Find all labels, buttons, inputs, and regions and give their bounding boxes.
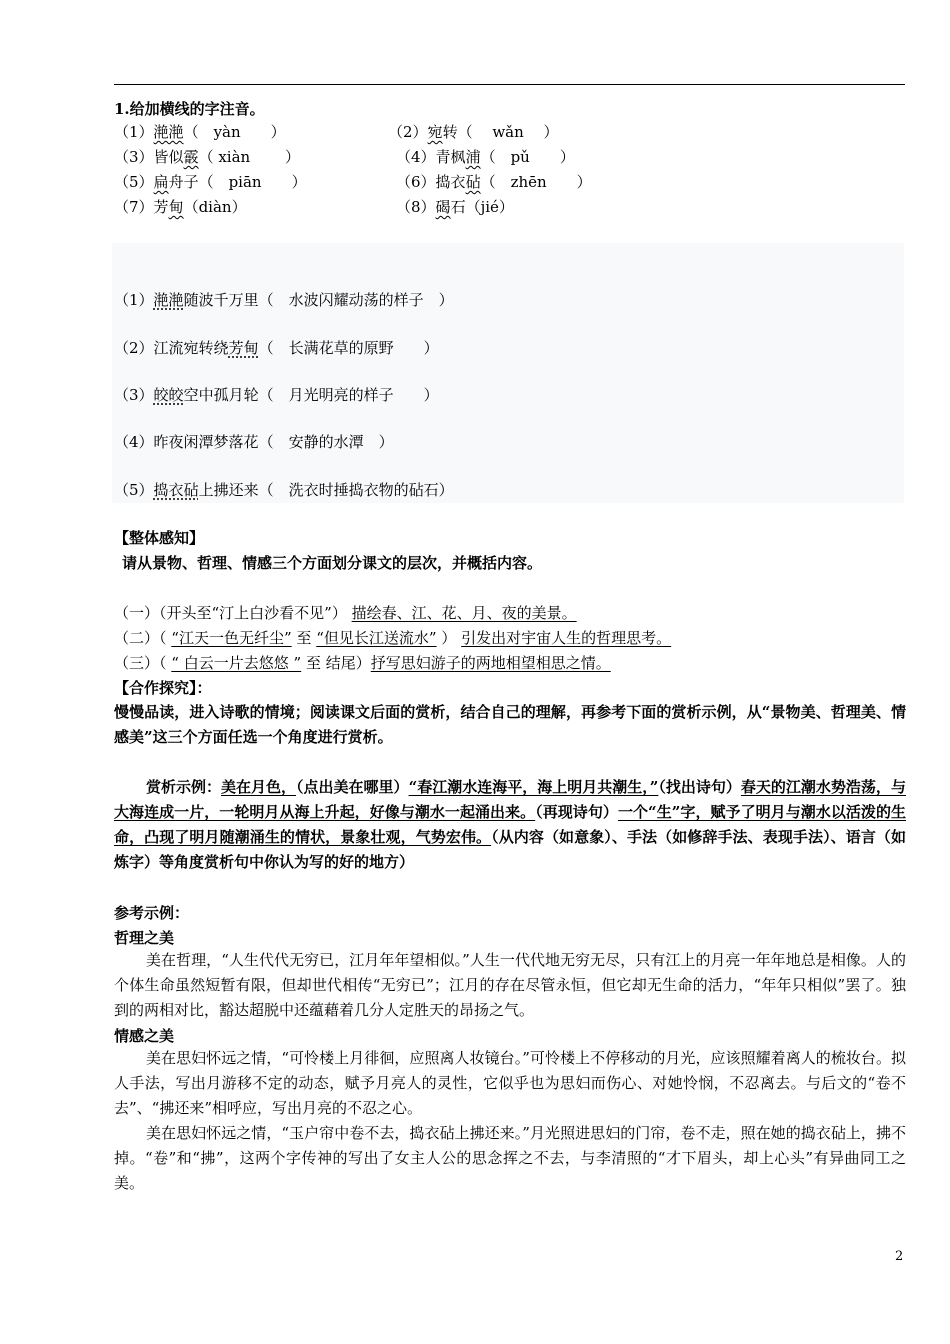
coop-example-part: （点出美在哪里） (296, 778, 409, 796)
overall-line-3-d: 抒写思妇游子的两地相望相思之情。 (370, 654, 611, 672)
q1-item-num: （6） (396, 173, 436, 191)
q1-item-word: 甸 (168, 198, 184, 216)
q1-item-7 (114, 197, 247, 217)
coop-example-part: 一个“生”字，赋予了明月与潮水以活泼的生命，凸现了明月随潮涌生的情状，景象壮观，气势宏伟。 (114, 803, 906, 846)
q1-item-word: 滟滟 (153, 123, 184, 141)
overall-line-3-c: 至 结尾） (305, 654, 371, 672)
q2-item-pre: 江流宛转绕 (153, 339, 229, 357)
overall-line-2-a: （二）（ (114, 629, 167, 647)
q2-item-dotted: 捣衣砧 (153, 481, 199, 499)
coop-heading: 【合作探究】： (114, 679, 212, 697)
coop-example-part: “春江潮水连海平，海上明月共潮生，” (408, 778, 659, 796)
coop-example-part: 美在月色， (221, 778, 297, 796)
q2-item-answer: （ 长满花草的原野 ） (258, 339, 439, 357)
overall-heading: 【整体感知】 (114, 529, 205, 547)
page-number: 2 (895, 1249, 904, 1264)
q2-item-3 (114, 385, 439, 405)
q1-item-word: 浦 (465, 148, 481, 166)
coop-example-part: （再现诗句） (535, 803, 618, 821)
q1-item-1 (114, 122, 286, 142)
q1-item-4 (396, 147, 575, 167)
q1-item-5 (114, 172, 307, 192)
ref-heading-emotion: 情感之美 (114, 1027, 175, 1045)
q1-item-3 (114, 147, 300, 167)
q2-item-answer: （ 安静的水潭 ） (258, 433, 394, 451)
q1-item-8 (396, 197, 514, 217)
q2-item-num: （4） (114, 433, 154, 451)
overall-line-3-a: （三）（ (114, 654, 167, 672)
overall-line-3-b: “ 白云一片去悠悠 ” (171, 654, 302, 672)
q2-item-num: （3） (114, 386, 154, 404)
overall-line-2-d: “但见长江送流水” (316, 629, 437, 647)
ref-heading-philosophy: 哲理之美 (114, 929, 175, 947)
q1-item-num: （1） (114, 123, 154, 141)
q1-item-2 (388, 122, 559, 142)
q1-item-answer: （ yàn ） (183, 123, 286, 141)
q1-item-answer: （jié） (465, 198, 514, 216)
q1-title: 1.给加横线的字注音。 (114, 100, 265, 118)
q2-item-num: （2） (114, 339, 154, 357)
q1-item-num: （7） (114, 198, 154, 216)
q1-item-word: 扁 (153, 173, 169, 191)
q1-item-answer: （diàn） (183, 198, 247, 216)
q1-item-answer: （ zhēn ） (480, 173, 592, 191)
q1-item-pre: 捣衣 (435, 173, 466, 191)
q2-item-post: 上拂还来 (198, 481, 259, 499)
q2-item-pre: 昨夜闲潭梦落花 (153, 433, 259, 451)
q2-item-2 (114, 338, 439, 358)
overall-line-2-b: “江天一色无纤尘” (171, 629, 292, 647)
q1-item-num: （4） (396, 148, 436, 166)
q2-item-dotted: 滟滟 (153, 291, 184, 309)
header-rule (114, 84, 905, 85)
q1-item-num: （3） (114, 148, 154, 166)
q1-item-post: 舟子 (168, 173, 199, 191)
q2-item-answer: （ 洗衣时捶捣衣物的砧石） (258, 481, 454, 499)
coop-example-part: 春天的江潮水势浩荡，与大海连成一片，一轮明月从海上升起，好像与潮水一起涌出来。 (114, 778, 906, 821)
overall-line-2 (114, 628, 671, 648)
q2-item-answer: （ 水波闪耀动荡的样子 ） (258, 291, 454, 309)
q1-item-pre: 芳 (153, 198, 169, 216)
q1-item-6 (396, 172, 592, 192)
q1-item-answer: （ piān ） (198, 173, 307, 191)
q1-item-pre: 青枫 (435, 148, 466, 166)
q2-item-4 (114, 432, 394, 452)
q2-item-dotted: 芳甸 (228, 339, 259, 357)
q1-item-word: 碣 (435, 198, 451, 216)
coop-intro: 慢慢品读，进入诗歌的情境；阅读课文后面的赏析，结合自己的理解，再参考下面的赏析示例，从“景物美、哲理美、情感美”这三个方面任选一个角度进行赏析。 (114, 703, 906, 746)
overall-prompt: 请从景物、哲理、情感三个方面划分课文的层次，并概括内容。 (122, 554, 543, 572)
q1-item-word: 宛 (427, 123, 443, 141)
q2-item-num: （5） (114, 481, 154, 499)
overall-line-3 (114, 653, 611, 673)
q1-item-num: （2） (388, 123, 428, 141)
q1-item-post: 转 (442, 123, 458, 141)
ref-paragraph-1: 美在哲理，“人生代代无穷已，江月年年望相似。”人生一代代地无穷无尽，只有江上的月亮一年年地总是相像。人的个体生命虽然短暂有限，但却世代相传“无穷已”；江月的存在尽管永恒，但它却无生命的活力，“年年只相似”罢了。独到的两相对比，豁达超脱中还蕴藉着几分人定胜天的昂扬之气。 (114, 951, 906, 1019)
q2-item-post: 随波千万里 (183, 291, 259, 309)
overall-line-2-e: ） (441, 629, 457, 647)
coop-example (114, 775, 906, 875)
coop-example-part: （从内容（如意象）、手法（如修辞手法、表现手法）、语言（如炼字）等角度赏析句中你认为写的好的地方） (114, 828, 906, 871)
q1-item-pre: 皆似 (153, 148, 184, 166)
q2-item-1 (114, 290, 454, 310)
q2-item-5 (114, 480, 454, 500)
overall-line-1 (114, 603, 577, 623)
q1-item-word: 砧 (465, 173, 481, 191)
q2-item-answer: （ 月光明亮的样子 ） (258, 386, 439, 404)
ref-label: 参考示例： (114, 904, 190, 922)
ref-paragraph-3: 美在思妇怀远之情，“玉户帘中卷不去，捣衣砧上拂还来。”月光照进思妇的门帘，卷不走，照在她的捣衣砧上，拂不掉。“卷”和“拂”，这两个字传神的写出了女主人公的思念挥之不去，与李清照的“才下眉头，却上心头”有异曲同工之美。 (114, 1124, 906, 1192)
q1-item-num: （5） (114, 173, 154, 191)
ref-paragraph-2: 美在思妇怀远之情，“可怜楼上月徘徊，应照离人妆镜台。”可怜楼上不停移动的月光，应该照耀着离人的梳妆台。拟人手法，写出月游移不定的动态，赋予月亮人的灵性，它似乎也为思妇而伤心、对她怜悯，不忍离去。与后文的“卷不去”、“拂还来”相呼应，写出月亮的不忍之心。 (114, 1049, 906, 1117)
q1-item-answer: （ wǎn ） (457, 123, 559, 141)
q1-item-answer: （ pǔ ） (480, 148, 575, 166)
q1-item-word: 霰 (183, 148, 199, 166)
overall-line-1-b: 描绘春、江、花、月、夜的美景。 (351, 604, 577, 622)
q2-shaded-box (112, 243, 904, 503)
coop-example-label: 赏析示例： (146, 778, 222, 796)
q1-item-answer: （ xiàn ） (198, 148, 300, 166)
coop-example-part: （找出诗句） (658, 778, 741, 796)
q2-item-num: （1） (114, 291, 154, 309)
q1-item-post: 石 (450, 198, 466, 216)
overall-line-2-c: 至 (296, 629, 312, 647)
q2-item-dotted: 皎皎 (153, 386, 184, 404)
q2-item-post: 空中孤月轮 (183, 386, 259, 404)
overall-line-2-f: 引发出对宇宙人生的哲理思考。 (461, 629, 672, 647)
overall-line-1-a: （一）（开头至“汀上白沙看不见”） (114, 604, 347, 622)
q1-item-num: （8） (396, 198, 436, 216)
